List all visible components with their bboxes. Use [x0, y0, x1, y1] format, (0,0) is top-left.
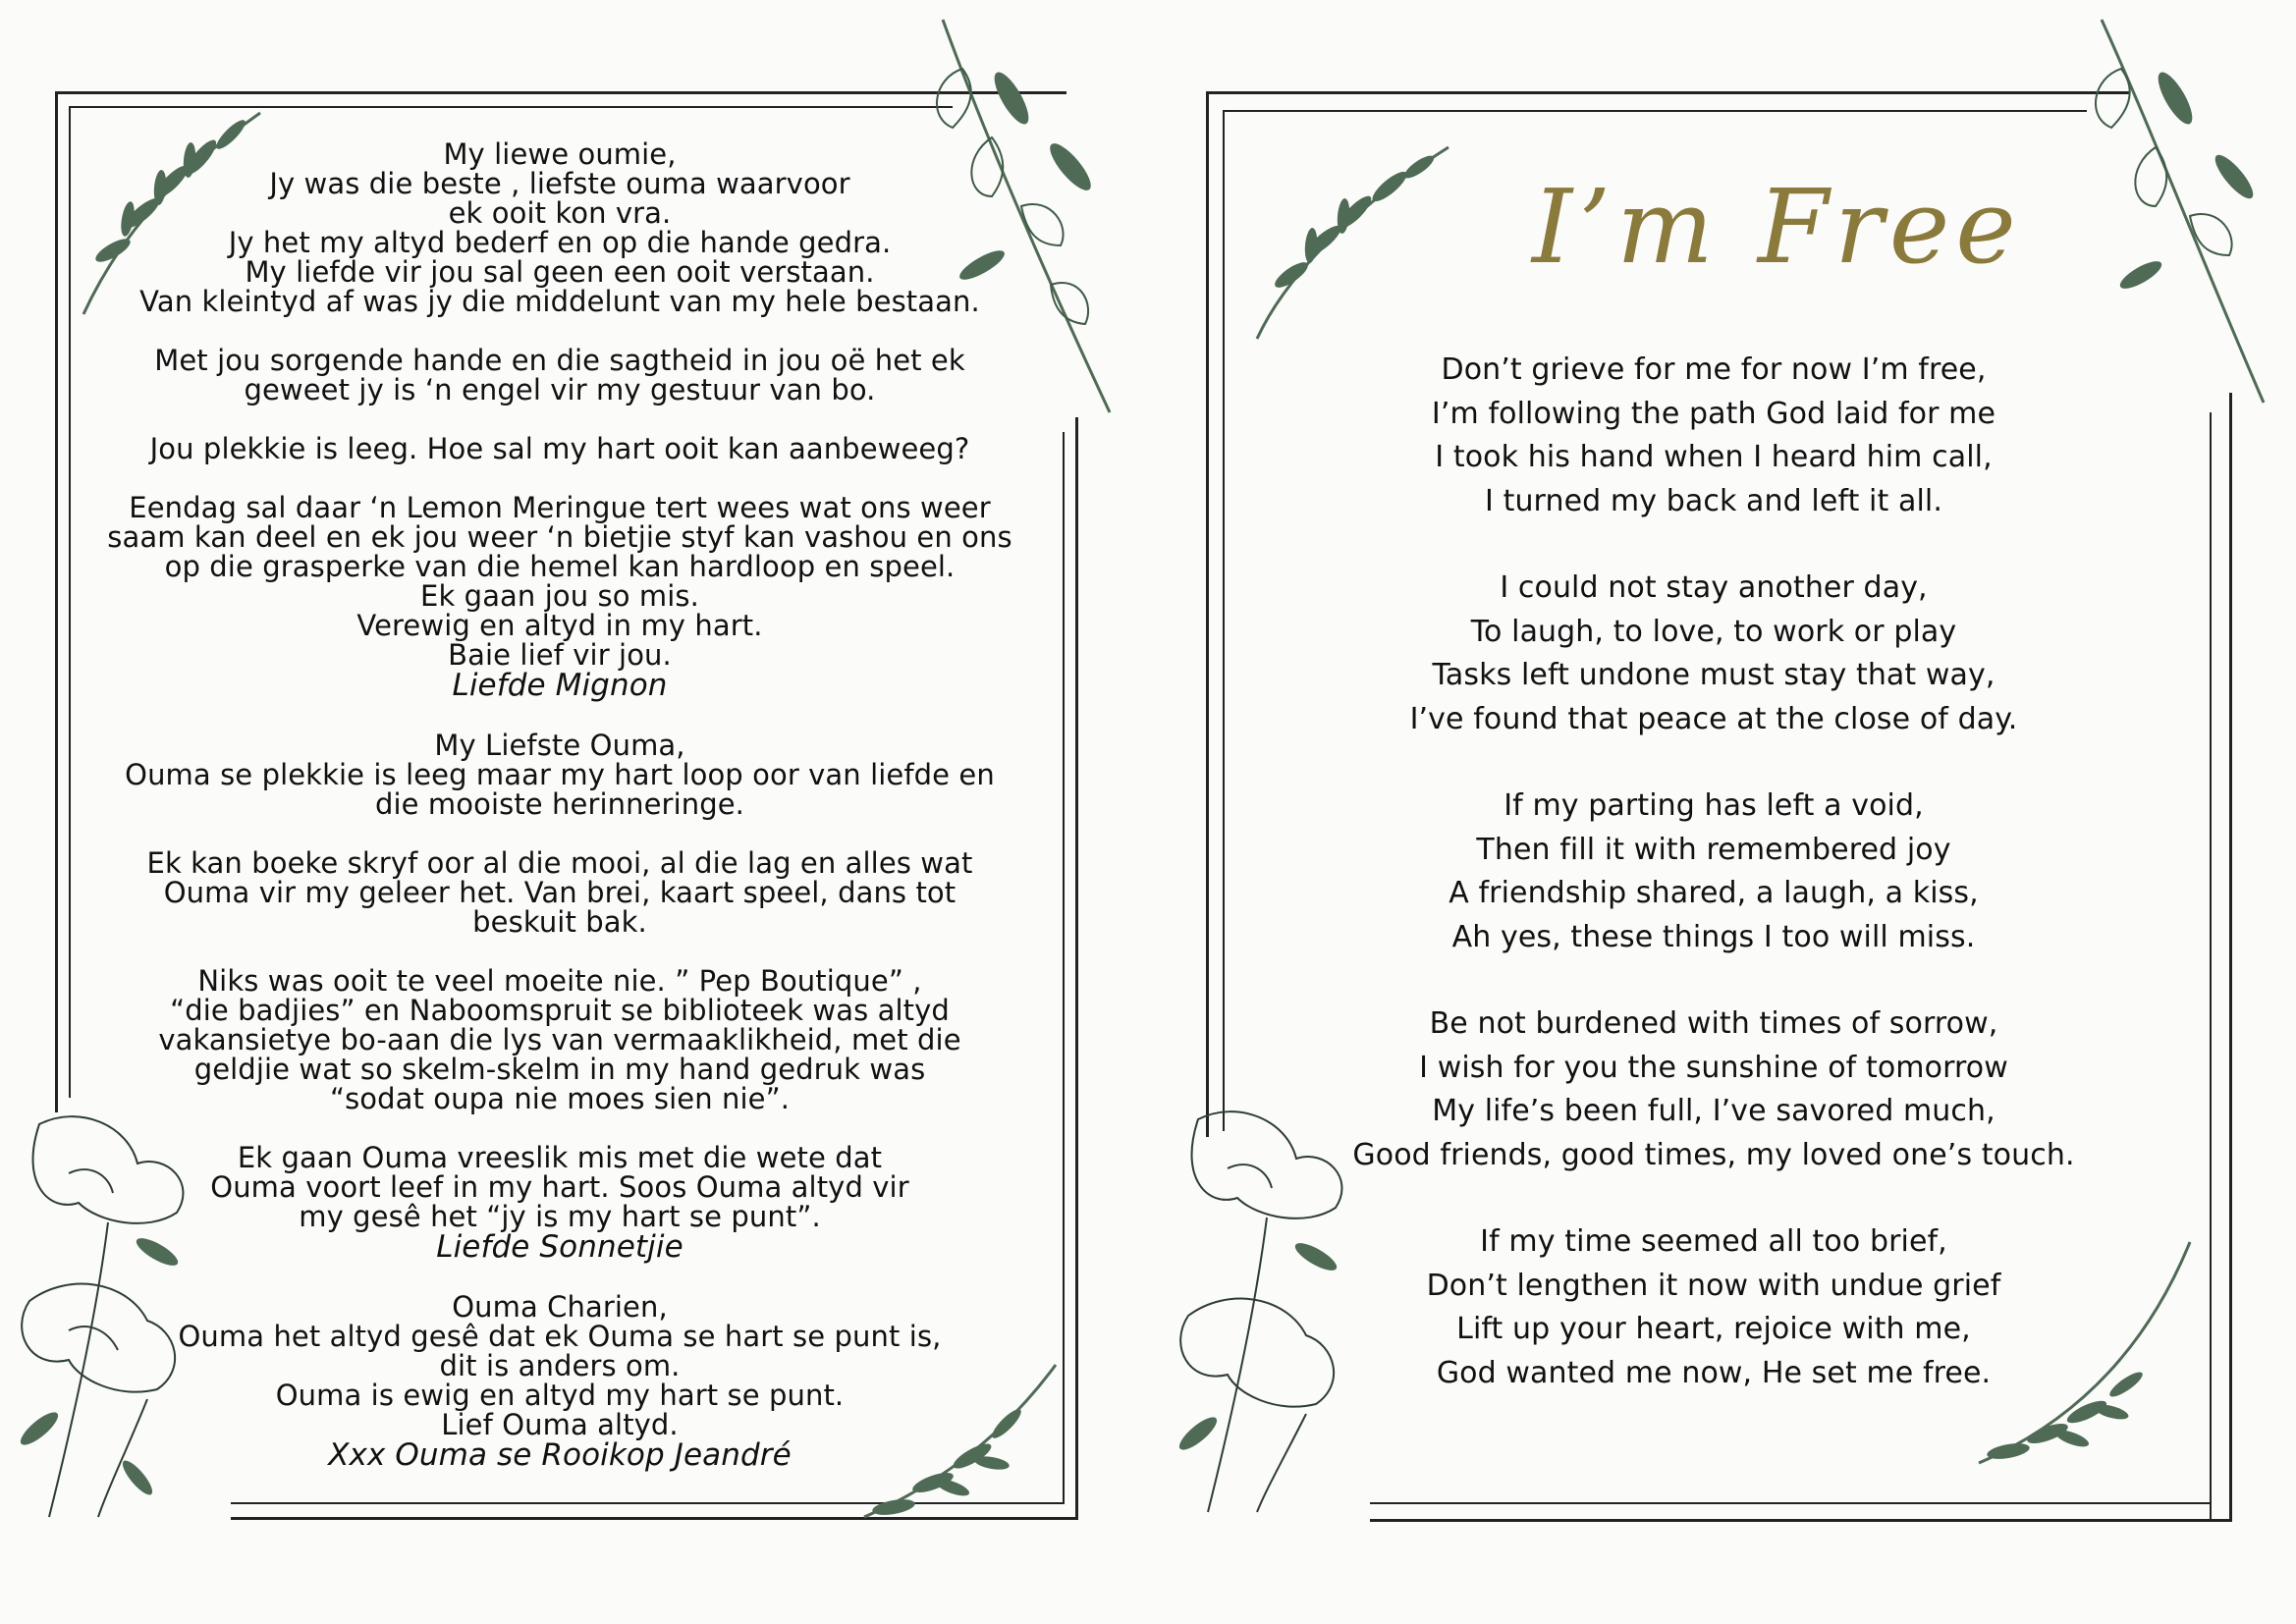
poem-title: I’m Free	[1532, 167, 2022, 287]
paragraph	[79, 346, 1041, 405]
poem-line: Then fill it with remembered joy	[1476, 832, 1951, 867]
poem-line: If my parting has left a void,	[1503, 788, 1924, 823]
poem-line: Tasks left undone must stay that way,	[1432, 658, 1995, 692]
text-line: Ek gaan jou so mis.	[420, 579, 699, 613]
poem-line: I wish for you the sunshine of tomorrow	[1419, 1050, 2008, 1085]
text-line: “sodat oupa nie moes sien nie”.	[329, 1082, 791, 1115]
text-line: My liewe oumie,	[443, 137, 677, 171]
poem-line: If my time seemed all too brief,	[1480, 1224, 1947, 1259]
tribute-jeandre	[79, 1292, 1041, 1439]
poem-line: Ah yes, these things I too will miss.	[1451, 919, 1976, 954]
tribute-mignon	[79, 139, 1041, 670]
poem-line: Good friends, good times, my loved one’s touch.	[1352, 1137, 2075, 1172]
text-line: ek ooit kon vra.	[448, 196, 672, 230]
poem-stanza	[1277, 1002, 2151, 1177]
text-line: dit is anders om.	[439, 1349, 681, 1382]
paragraph	[79, 966, 1041, 1113]
poem-body	[1277, 349, 2151, 1438]
poem-line: Don’t lengthen it now with undue grief	[1426, 1268, 2001, 1303]
paragraph	[79, 731, 1041, 819]
text-line: Lief Ouma altyd.	[441, 1408, 679, 1441]
left-page-text	[79, 139, 1041, 1471]
text-line: Verewig en altyd in my hart.	[356, 609, 763, 642]
poem-line: A friendship shared, a laugh, a kiss,	[1449, 876, 1979, 910]
poem-stanza	[1277, 1220, 2151, 1395]
poem-line: Lift up your heart, rejoice with me,	[1456, 1312, 1971, 1346]
text-line: vakansietye bo-aan die lys van vermaaklikheid, met die	[158, 1023, 961, 1056]
text-line: Niks was ooit te veel moeite nie. ” Pep Boutique” ,	[197, 964, 922, 998]
paragraph	[79, 434, 1041, 463]
paragraph	[79, 139, 1041, 316]
text-line: Ouma het altyd gesê dat ek Ouma se hart se punt is,	[178, 1320, 942, 1353]
poem-line: God wanted me now, He set me free.	[1436, 1355, 1992, 1390]
text-line: Ouma vir my geleer het. Van brei, kaart speel, dans tot	[163, 876, 957, 909]
text-line: my gesê het “jy is my hart se punt”.	[299, 1200, 821, 1233]
text-line: Van kleintyd af was jy die middelunt van my hele bestaan.	[139, 285, 980, 318]
text-line: Ouma se plekkie is leeg maar my hart loop oor van liefde en	[125, 758, 995, 791]
poem-stanza	[1277, 349, 2151, 523]
paragraph	[79, 848, 1041, 937]
poem-line: Don’t grieve for me for now I’m free,	[1441, 352, 1987, 387]
text-line: My Liefste Ouma,	[434, 729, 685, 762]
paragraph	[79, 1143, 1041, 1231]
text-line: Eendag sal daar ‘n Lemon Meringue tert wees wat ons weer	[129, 491, 991, 524]
text-line: saam kan deel en ek jou weer ‘n bietjie styf kan vashou en ons	[107, 520, 1012, 554]
text-line: My liefde vir jou sal geen een ooit verstaan.	[245, 255, 875, 289]
text-line: beskuit bak.	[472, 905, 647, 939]
poem-line: I’ve found that peace at the close of day.	[1409, 701, 2018, 736]
signature-mignon: Liefde Mignon	[452, 668, 668, 703]
text-line: geldjie wat so skelm-skelm in my hand gedruk was	[193, 1053, 926, 1086]
poem-stanza	[1277, 785, 2151, 959]
paragraph	[79, 493, 1041, 670]
text-line: die mooiste herinneringe.	[375, 787, 744, 821]
leaf-branch-icon	[1247, 137, 1453, 344]
poem-line: I turned my back and left it all.	[1485, 483, 1942, 518]
signature-jeandre: Xxx Ouma se Rooikop Jeandré	[328, 1437, 792, 1473]
poem-line: I could not stay another day,	[1500, 570, 1928, 605]
poem-line: I’m following the path God laid for me	[1431, 396, 1996, 431]
text-line: Ouma Charien,	[452, 1290, 668, 1324]
poem-stanza	[1277, 567, 2151, 741]
poem-line: My life’s been full, I’ve savored much,	[1432, 1094, 1995, 1128]
poem-line: Be not burdened with times of sorrow,	[1429, 1006, 1998, 1041]
poem-line: To laugh, to love, to work or play	[1470, 614, 1957, 649]
poem-line: I took his hand when I heard him call,	[1435, 440, 1993, 474]
text-line: Met jou sorgende hande en die sagtheid in jou oë het ek	[154, 344, 965, 377]
text-line: Jy was die beste , liefste ouma waarvoor	[269, 167, 850, 200]
text-line: Ouma is ewig en altyd my hart se punt.	[275, 1379, 845, 1412]
text-line: Ouma voort leef in my hart. Soos Ouma altyd vir	[210, 1170, 909, 1204]
text-line: geweet jy is ‘n engel vir my gestuur van bo.	[244, 373, 876, 406]
text-line: op die grasperke van die hemel kan hardloop en speel.	[164, 550, 956, 583]
text-line: Ek kan boeke skryf oor al die mooi, al die lag en alles wat	[146, 846, 973, 880]
text-line: Jou plekkie is leeg. Hoe sal my hart ooit kan aanbeweeg?	[149, 432, 970, 465]
signature-sonnetjie: Liefde Sonnetjie	[436, 1229, 683, 1265]
tribute-sonnetjie	[79, 731, 1041, 1231]
text-line: Baie lief vir jou.	[448, 638, 672, 672]
text-line: Ek gaan Ouma vreeslik mis met die wete dat	[237, 1141, 883, 1174]
paragraph	[79, 1292, 1041, 1439]
text-line: “die badjies” en Naboomspruit se biblioteek was altyd	[170, 994, 950, 1027]
text-line: Jy het my altyd bederf en op die hande gedra.	[228, 226, 892, 259]
